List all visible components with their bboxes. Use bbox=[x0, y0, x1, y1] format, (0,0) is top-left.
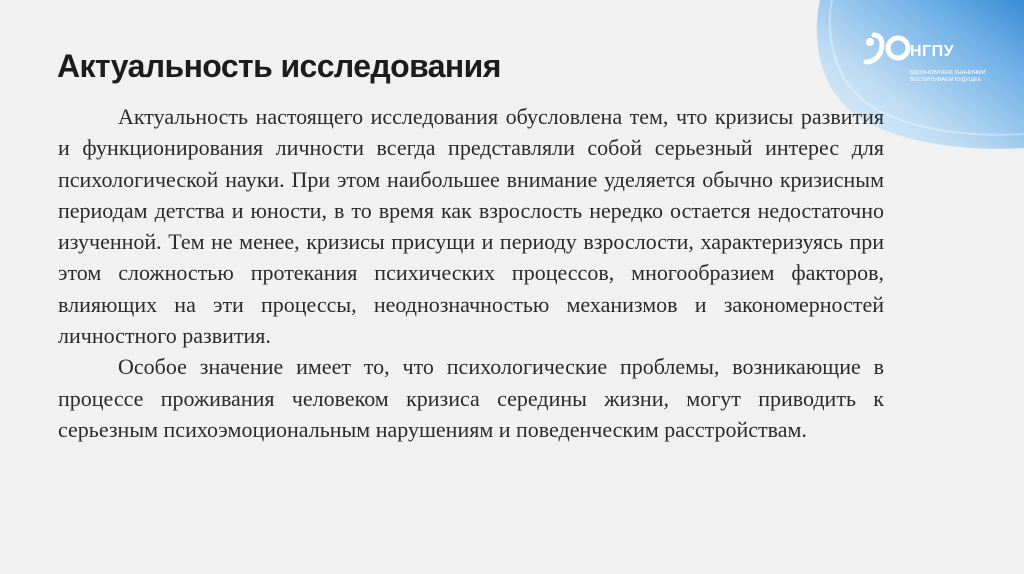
body-paragraph: Актуальность настоящего исследования обусловлена тем, что кризисы развития и функционирования личности всегда представляли собой серьезный интерес для психологической науки. При этом наибольшее внимание уделяется обычно кризисным периодам детства и юности, в то время как взрослость нередко остается недостаточно изученной. Тем не менее, кризисы присущи и периоду взрослости, характеризуясь при этом сложностью протекания психических процессов, многообразием факторов, влияющих на эти процессы, неоднозначностью механизмов и закономерностей личностного развития. bbox=[58, 104, 884, 349]
ngpu-logo bbox=[862, 32, 986, 92]
logo-slogan-line-2: ВОСПИТЫВАЕМ БУДУЩЕЕ bbox=[910, 76, 982, 83]
slide-title: Актуальность исследования bbox=[57, 48, 501, 84]
logo-slogan bbox=[910, 70, 986, 83]
slide-body bbox=[58, 101, 884, 445]
body-paragraph: Особое значение имеет то, что психологические проблемы, возникающие в процессе проживания человеком кризиса середины жизни, могут приводить к серьезным психоэмоциональным нарушениям и поведенческим расстройствам. bbox=[58, 354, 884, 442]
logo-slogan-line-1: ВДОХНОВЛЯЕМ ЗНАНИЯМИ bbox=[910, 70, 986, 76]
logo-name: НГПУ bbox=[910, 43, 955, 60]
